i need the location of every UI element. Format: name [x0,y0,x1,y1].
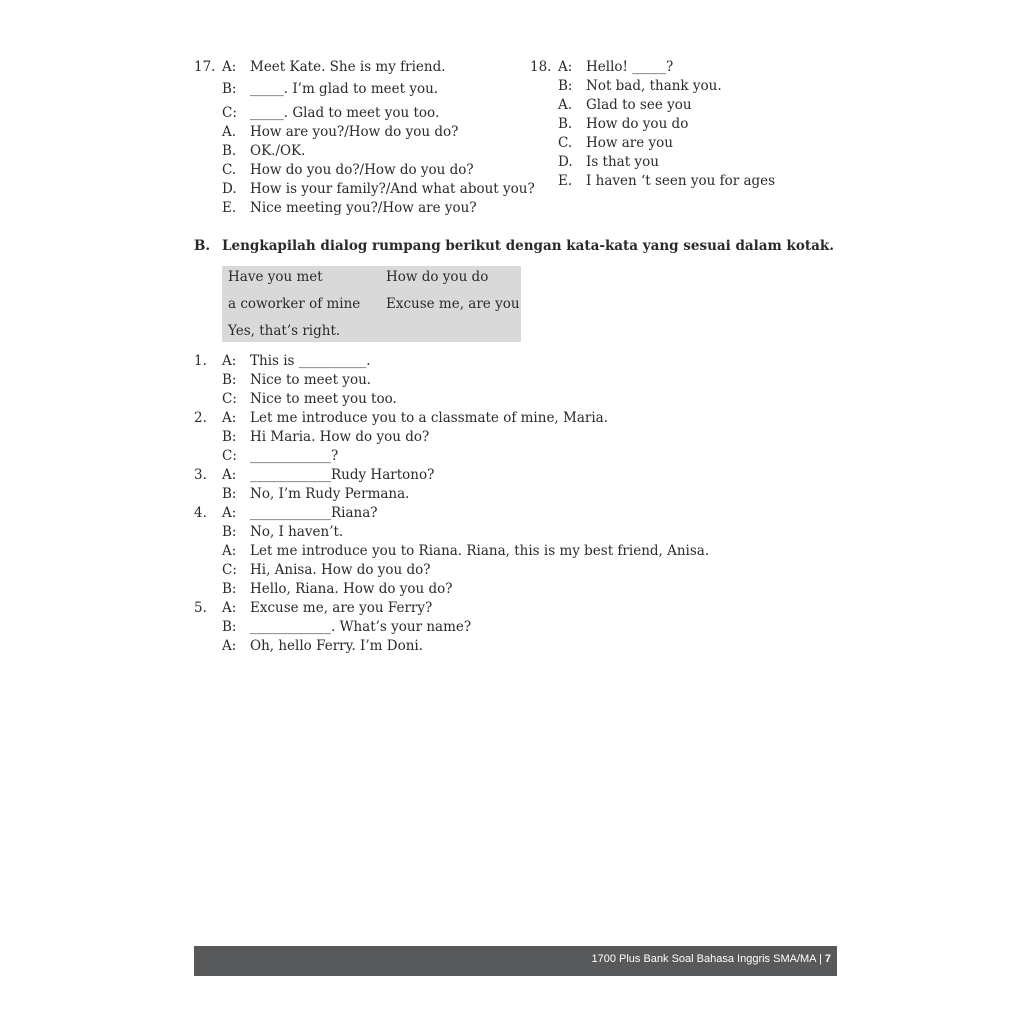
option-letter: D. [222,181,237,197]
option-letter: C. [222,162,237,178]
dialog-line: _____. I’m glad to meet you. [250,81,439,97]
speaker-label: A: [222,353,237,369]
item-number: 1. [194,353,207,369]
section-instruction: Lengkapilah dialog rumpang berikut dengan kata-kata yang sesuai dalam kotak. [222,238,834,254]
dialog-line: ____________Rudy Hartono? [250,467,435,483]
dialog-line: _____. Glad to meet you too. [250,105,440,121]
dialog-line: Hello! _____? [586,59,674,75]
footer-text [591,953,831,965]
dialog-line: Hello, Riana. How do you do? [250,581,453,597]
dialog-line: ____________. What’s your name? [250,619,472,635]
option-text: I haven ‘t seen you for ages [586,173,776,189]
dialog-line: ____________Riana? [250,505,378,521]
speaker-label: B: [222,429,237,445]
word-box [222,266,521,342]
option-text: How are you [586,135,673,151]
option-letter: E. [222,200,237,216]
speaker-label: C: [222,562,237,578]
item-number: 4. [194,505,207,521]
dialog-line: No, I’m Rudy Permana. [250,486,410,502]
dialog-line: Hi, Anisa. How do you do? [250,562,431,578]
option-text: How do you do?/How do you do? [250,162,474,178]
option-text: How are you?/How do you do? [250,124,459,140]
speaker-label: A: [222,505,237,521]
speaker-label: B: [222,372,237,388]
dialog-line: Let me introduce you to a classmate of mine, Maria. [250,410,608,426]
item-number: 5. [194,600,207,616]
dialog-line: Meet Kate. She is my friend. [250,59,446,75]
option-text: Nice meeting you?/How are you? [250,200,477,216]
question-number: 17. [194,59,216,75]
speaker-label: B: [222,524,237,540]
option-letter: E. [558,173,573,189]
speaker-label: A: [222,638,237,654]
word-box-item: Yes, that’s right. [228,323,341,339]
word-box-item: Excuse me, are you [386,296,520,312]
word-box-item: Have you met [228,269,323,285]
speaker-label: A: [222,600,237,616]
page-number: 7 [824,953,831,965]
option-letter: D. [558,154,573,170]
item-number: 3. [194,467,207,483]
option-letter: A. [558,97,573,113]
word-box-item: a coworker of mine [228,296,361,312]
option-text: OK./OK. [250,143,306,159]
speaker-label: B: [222,486,237,502]
speaker-label: A: [222,543,237,559]
speaker-label: C: [222,448,237,464]
page-footer [194,946,837,976]
speaker-label: C: [222,391,237,407]
option-text: How do you do [586,116,689,132]
option-letter: B. [222,143,237,159]
option-text: Glad to see you [586,97,692,113]
speaker-label: B: [222,581,237,597]
word-box-item: How do you do [386,269,489,285]
speaker-label: A: [222,59,237,75]
dialog-line: Not bad, thank you. [586,78,722,94]
dialog-line: This is __________. [250,353,371,369]
dialog-line: Excuse me, are you Ferry? [250,600,433,616]
book-title: 1700 Plus Bank Soal Bahasa Inggris SMA/MA | [591,953,822,965]
speaker-label: B: [222,81,237,97]
speaker-label: A: [558,59,573,75]
option-letter: C. [558,135,573,151]
section-letter: B. [194,238,211,254]
question-number: 18. [530,59,552,75]
dialog-line: Let me introduce you to Riana. Riana, this is my best friend, Anisa. [250,543,710,559]
speaker-label: A: [222,467,237,483]
option-text: Is that you [586,154,659,170]
item-number: 2. [194,410,207,426]
dialog-line: No, I haven’t. [250,524,344,540]
dialog-line: ____________? [250,448,339,464]
speaker-label: B: [558,78,573,94]
dialog-line: Nice to meet you too. [250,391,397,407]
option-letter: A. [222,124,237,140]
dialog-line: Oh, hello Ferry. I’m Doni. [250,638,423,654]
speaker-label: C: [222,105,237,121]
dialog-line: Hi Maria. How do you do? [250,429,430,445]
speaker-label: A: [222,410,237,426]
dialog-line: Nice to meet you. [250,372,372,388]
option-letter: B. [558,116,573,132]
option-text: How is your family?/And what about you? [250,181,535,197]
speaker-label: B: [222,619,237,635]
